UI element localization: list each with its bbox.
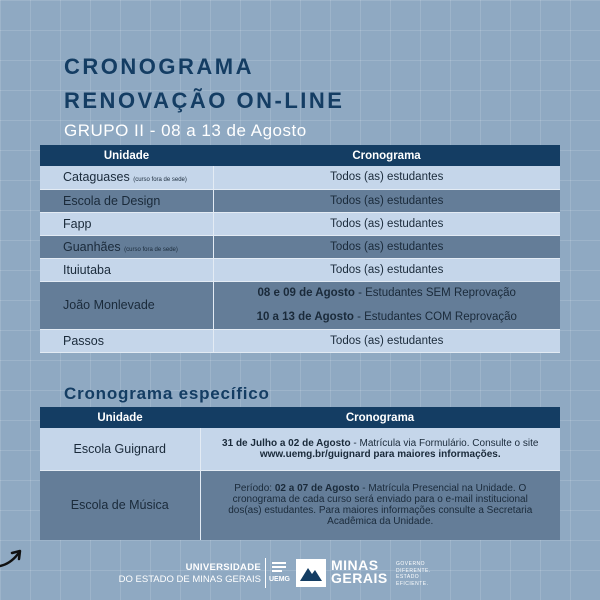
specific-schedule-table bbox=[40, 407, 560, 540]
mg-line1: MINAS bbox=[331, 557, 379, 573]
subtitle: GRUPO II - 08 a 13 de Agosto bbox=[64, 121, 307, 140]
schedule-cell: Todos (as) estudantes bbox=[213, 166, 560, 189]
uemg-label: UEMG bbox=[269, 576, 290, 583]
schedule-cell bbox=[200, 428, 560, 470]
table-row bbox=[40, 235, 560, 258]
table-row bbox=[40, 428, 560, 470]
specific-title: Cronograma específico bbox=[64, 384, 270, 403]
schedule-date: 10 a 13 de Agosto bbox=[256, 311, 354, 323]
schedule-prefix: Período: bbox=[234, 483, 275, 495]
title-line2: RENOVAÇÃO ON-LINE bbox=[64, 88, 345, 113]
slogan-line: GOVERNO bbox=[396, 561, 426, 567]
footer-divider bbox=[265, 558, 266, 588]
slogan-line: DIFERENTE. bbox=[396, 567, 431, 574]
uemg-logo-icon bbox=[270, 560, 288, 574]
header-unidade: Unidade bbox=[40, 145, 213, 166]
uemg-logo bbox=[269, 560, 289, 583]
schedule-cell: Todos (as) estudantes bbox=[213, 189, 560, 212]
schedule-cell bbox=[200, 470, 560, 540]
header-unidade: Unidade bbox=[40, 407, 200, 428]
schedule-cell bbox=[213, 281, 560, 329]
schedule-cell: Todos (as) estudantes bbox=[213, 258, 560, 281]
table-header-row bbox=[40, 407, 560, 428]
schedule-link-text: www.uemg.br/guignard para maiores informações. bbox=[259, 448, 501, 460]
slogan-line: EFICIENTE. bbox=[396, 580, 429, 587]
table-row bbox=[40, 189, 560, 212]
schedule-cell: Todos (as) estudantes bbox=[213, 235, 560, 258]
minas-gerais-logo-icon bbox=[296, 559, 326, 587]
university-line2: DO ESTADO DE MINAS GERAIS bbox=[118, 574, 261, 585]
schedule-desc: - Matrícula Presencial na Unidade. O cronograma de cada curso será enviado para o e-mail institucional dos(as) estudantes. Para maiores informações consulte a Secretaria Acadêmica da Unidade. bbox=[228, 483, 533, 528]
schedule-desc: - Estudantes SEM Reprovação bbox=[354, 287, 516, 299]
table-row bbox=[40, 258, 560, 281]
unit-cell: Passos bbox=[40, 329, 213, 352]
slogan-line: ESTADO bbox=[396, 574, 420, 580]
table-row bbox=[40, 281, 560, 329]
unit-name: Cataguases bbox=[63, 170, 130, 185]
table-row bbox=[40, 329, 560, 352]
unit-name: Guanhães bbox=[63, 239, 121, 254]
unit-cell: Escola de Design bbox=[40, 189, 213, 212]
schedule-cell: Todos (as) estudantes bbox=[213, 212, 560, 235]
government-slogan bbox=[396, 561, 431, 587]
schedule-desc: - Estudantes COM Reprovação bbox=[353, 311, 517, 323]
schedule-date: 31 de Julho a 02 de Agosto bbox=[222, 437, 351, 449]
unit-cell bbox=[40, 235, 213, 258]
unit-note: (curso fora de sede) bbox=[124, 246, 178, 253]
unit-cell bbox=[40, 166, 213, 189]
table-header-row bbox=[40, 145, 560, 166]
table-row bbox=[40, 470, 560, 540]
unit-cell: João Monlevade bbox=[40, 281, 213, 329]
table-row bbox=[40, 166, 560, 189]
mg-line2: GERAIS bbox=[331, 570, 388, 586]
header-cronograma: Cronograma bbox=[200, 407, 560, 428]
schedule-cell: Todos (as) estudantes bbox=[213, 329, 560, 352]
university-name bbox=[119, 562, 261, 586]
unit-note: (curso fora de sede) bbox=[133, 177, 187, 184]
unit-cell: Ituiutaba bbox=[40, 258, 213, 281]
schedule-desc: - Matrícula via Formulário. Consulte o site bbox=[350, 437, 539, 449]
schedule-date: 02 a 07 de Agosto bbox=[274, 483, 360, 495]
header-cronograma: Cronograma bbox=[213, 145, 560, 166]
unit-cell: Escola Guignard bbox=[40, 428, 200, 470]
unit-cell: Escola de Música bbox=[40, 470, 200, 540]
university-line1: UNIVERSIDADE bbox=[185, 562, 261, 573]
table-row bbox=[40, 212, 560, 235]
schedule-date: 08 e 09 de Agosto bbox=[257, 287, 355, 299]
unit-cell: Fapp bbox=[40, 212, 213, 235]
main-schedule-table bbox=[40, 145, 560, 353]
curved-arrow-icon bbox=[0, 548, 26, 570]
minas-gerais-name bbox=[331, 559, 388, 585]
title-line1: CRONOGRAMA bbox=[64, 54, 254, 79]
